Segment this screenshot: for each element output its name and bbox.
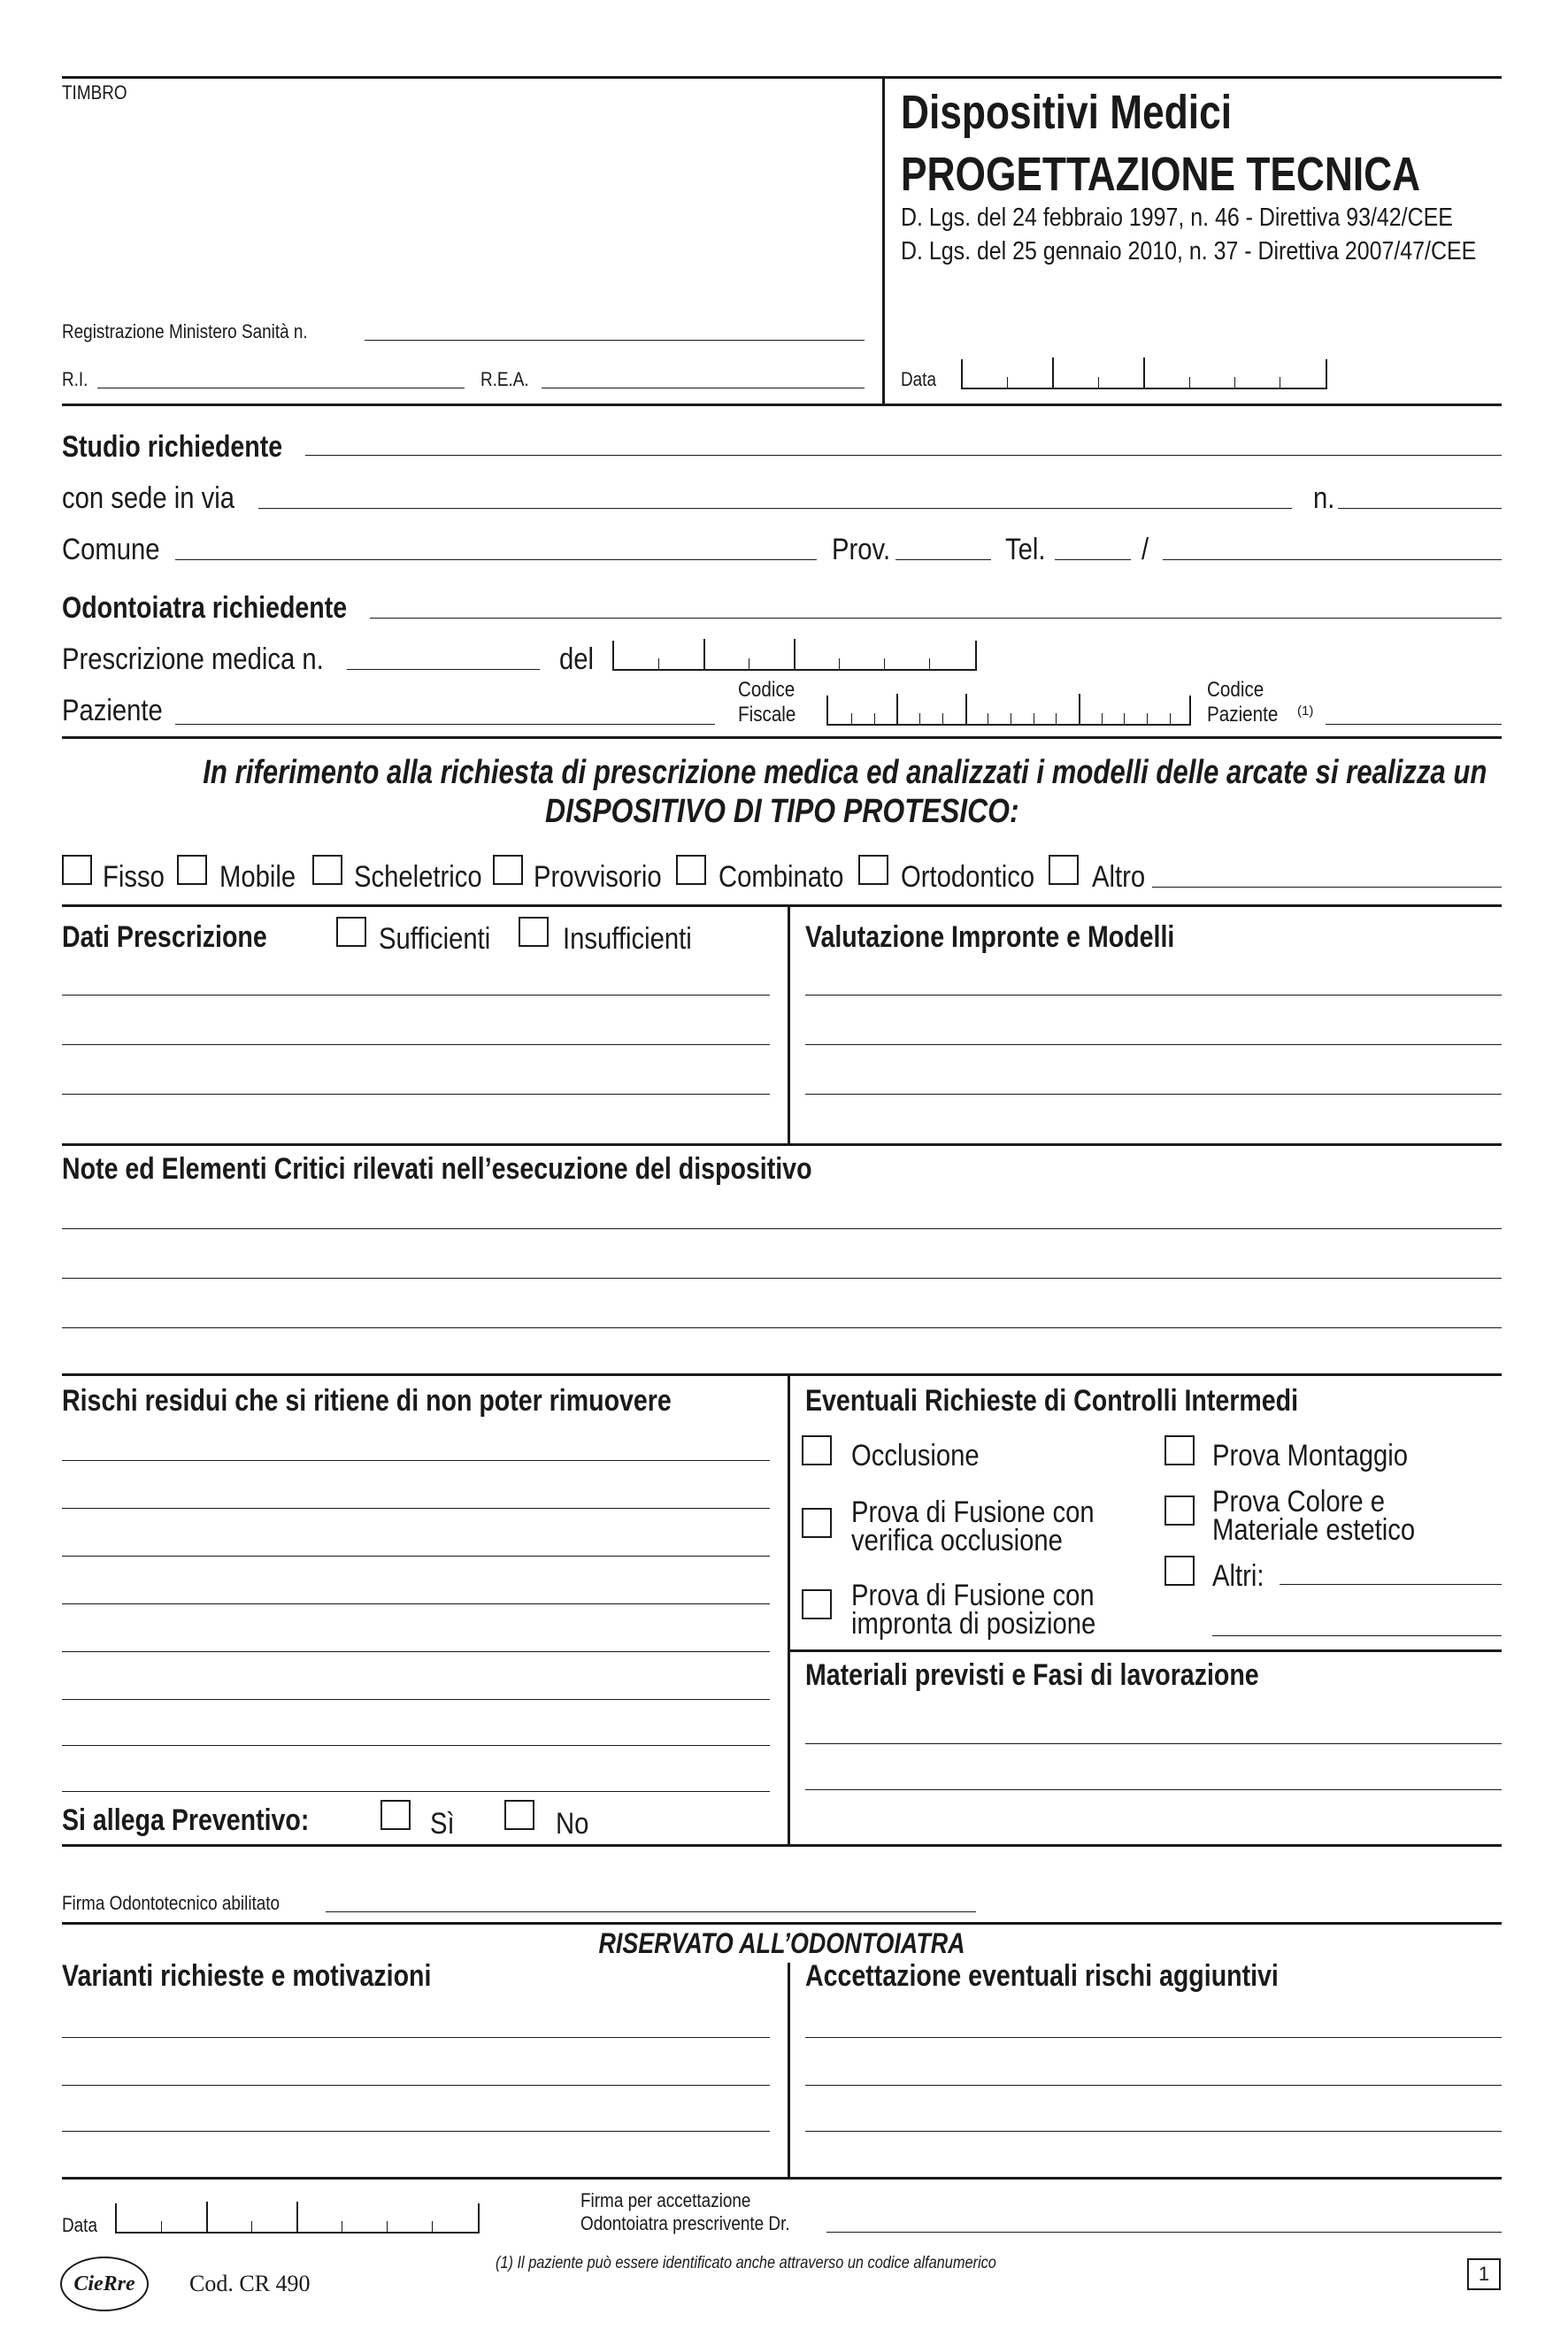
- timbro-label: TIMBRO: [62, 81, 127, 104]
- checkbox-preventivo-si[interactable]: [380, 1800, 411, 1830]
- option-fisso: Fisso: [103, 860, 165, 894]
- varianti-bottom-rule: [62, 2177, 1502, 2180]
- intro-block: [62, 754, 1502, 793]
- codice-fiscale-label-1: Codice: [738, 678, 796, 702]
- preventivo-label: Si allega Preventivo:: [62, 1803, 310, 1837]
- checkbox-sufficienti[interactable]: [336, 917, 366, 947]
- con-sede-label: con sede in via: [62, 481, 235, 515]
- checkbox-fusione-verifica[interactable]: [802, 1508, 832, 1538]
- option-ortodontico: Ortodontico: [901, 860, 1035, 894]
- codice-paziente-label-2: Paziente: [1207, 703, 1279, 727]
- prova-colore-label-1: Prova Colore e: [1212, 1485, 1386, 1518]
- valutazione-line[interactable]: [805, 1044, 1502, 1045]
- rischi-line[interactable]: [62, 1651, 770, 1652]
- via-field[interactable]: [258, 508, 1292, 509]
- header-bottom-rule: [62, 404, 1502, 406]
- rischi-line[interactable]: [62, 1791, 770, 1792]
- studio-richiedente-label: Studio richiedente: [62, 430, 283, 464]
- note-bottom-rule: [62, 1373, 1502, 1376]
- firma-accettazione-label-2: Odontoiatra prescrivente Dr.: [580, 2212, 790, 2234]
- rischi-line[interactable]: [62, 1745, 770, 1746]
- accettazione-line[interactable]: [805, 2085, 1502, 2086]
- rischi-line[interactable]: [62, 1556, 770, 1557]
- rischi-line[interactable]: [62, 1460, 770, 1461]
- varianti-divider: [788, 1963, 790, 2179]
- prov-field[interactable]: [895, 559, 991, 560]
- checkbox-insufficienti[interactable]: [519, 917, 549, 947]
- note-line[interactable]: [62, 1228, 1502, 1229]
- occlusione-label: Occlusione: [851, 1439, 980, 1472]
- riservato-block: [62, 1927, 1502, 1960]
- insufficienti-label: Insufficienti: [563, 922, 692, 956]
- checkbox-combinato[interactable]: [676, 855, 706, 885]
- option-scheletrico: Scheletrico: [354, 860, 482, 894]
- checkbox-ortodontico[interactable]: [858, 855, 888, 885]
- firma-accettazione-field[interactable]: [826, 2232, 1502, 2233]
- checkbox-fusione-impronta[interactable]: [802, 1589, 832, 1619]
- firma-accettazione-label-1: Firma per accettazione: [580, 2189, 751, 2211]
- firma-odontotecnico-label: Firma Odontotecnico abilitato: [62, 1892, 281, 1914]
- registrazione-field[interactable]: [365, 340, 865, 341]
- paziente-field[interactable]: [175, 724, 715, 725]
- preventivo-si-label: Sì: [430, 1807, 455, 1841]
- page-number-text: 1: [1478, 2263, 1490, 2285]
- doc-title-2: PROGETTAZIONE TECNICA: [901, 148, 1421, 201]
- codice-paziente-field[interactable]: [1326, 724, 1502, 725]
- doc-title-1: Dispositivi Medici: [901, 86, 1233, 139]
- tel-number-field[interactable]: [1163, 559, 1502, 560]
- law-ref-2: D. Lgs. del 25 gennaio 2010, n. 37 - Direttiva 2007/47/CEE: [901, 237, 1477, 265]
- accettazione-label: Accettazione eventuali rischi aggiuntivi: [805, 1959, 1279, 1993]
- checkbox-altro[interactable]: [1049, 855, 1079, 885]
- del-label: del: [559, 642, 595, 676]
- sufficienti-label: Sufficienti: [379, 922, 491, 956]
- checkbox-prova-montaggio[interactable]: [1164, 1435, 1195, 1465]
- valutazione-line[interactable]: [805, 1094, 1502, 1095]
- logo-text: CieRre: [73, 2272, 135, 2295]
- data-label-footer: Data: [62, 2214, 97, 2236]
- date-field-header[interactable]: [961, 359, 1327, 389]
- dati-line[interactable]: [62, 1044, 770, 1045]
- dati-line[interactable]: [62, 1094, 770, 1095]
- tel-slash: /: [1141, 533, 1149, 566]
- controlli-label: Eventuali Richieste di Controlli Intermedi: [805, 1384, 1299, 1418]
- altri-field[interactable]: [1280, 1584, 1502, 1585]
- valutazione-line[interactable]: [805, 995, 1502, 996]
- option-altro: Altro: [1092, 860, 1146, 894]
- dati-divider: [788, 904, 790, 1143]
- registrazione-label: Registrazione Ministero Sanità n.: [62, 320, 308, 342]
- fusione-impronta-label-1: Prova di Fusione con: [851, 1579, 1095, 1612]
- footnote: (1) Il paziente può essere identificato anche attraverso un codice alfanumerico: [496, 2254, 996, 2272]
- note-critici-label: Note ed Elementi Critici rilevati nell’esecuzione del dispositivo: [62, 1152, 812, 1186]
- option-mobile: Mobile: [219, 860, 296, 894]
- comune-label: Comune: [62, 533, 160, 566]
- rea-label: R.E.A.: [480, 368, 529, 390]
- rischi-line[interactable]: [62, 1699, 770, 1700]
- checkbox-scheletrico[interactable]: [312, 855, 342, 885]
- riservato-top-rule: [62, 1922, 1502, 1925]
- comune-field[interactable]: [175, 559, 817, 560]
- date-field-footer[interactable]: [115, 2203, 480, 2234]
- rischi-line[interactable]: [62, 1508, 770, 1509]
- top-rule: [62, 76, 1502, 79]
- checkbox-occlusione[interactable]: [802, 1435, 832, 1465]
- studio-bottom-rule: [62, 736, 1502, 739]
- prova-colore-label-2: Materiale estetico: [1212, 1513, 1416, 1547]
- tel-label: Tel.: [1005, 533, 1046, 566]
- paziente-label: Paziente: [62, 694, 163, 727]
- valutazione-label: Valutazione Impronte e Modelli: [805, 920, 1175, 954]
- note-line[interactable]: [62, 1327, 1502, 1328]
- rischi-divider: [788, 1373, 790, 1844]
- checkbox-prova-colore[interactable]: [1164, 1495, 1195, 1526]
- intro-line-1: In riferimento alla richiesta di prescrizione medica ed analizzati i modelli delle arcate si realizza un: [203, 754, 1487, 791]
- header-divider: [882, 76, 885, 404]
- firma-odontotecnico-field[interactable]: [326, 1911, 976, 1912]
- page-number: [1467, 2258, 1501, 2290]
- option-provvisorio: Provvisorio: [534, 860, 662, 894]
- date-field-prescrizione[interactable]: [612, 641, 977, 671]
- codice-fiscale-field[interactable]: [826, 696, 1191, 726]
- fusione-impronta-label-2: impronta di posizione: [851, 1607, 1096, 1641]
- prov-label: Prov.: [832, 533, 891, 566]
- checkbox-provvisorio[interactable]: [493, 855, 523, 885]
- form-code: Cod. CR 490: [189, 2271, 311, 2296]
- materiali-label: Materiali previsti e Fasi di lavorazione: [805, 1658, 1259, 1692]
- law-ref-1: D. Lgs. del 24 febbraio 1997, n. 46 - Direttiva 93/42/CEE: [901, 204, 1453, 232]
- prova-montaggio-label: Prova Montaggio: [1212, 1439, 1409, 1472]
- altri-field-2[interactable]: [1212, 1635, 1502, 1636]
- fusione-verifica-label-1: Prova di Fusione con: [851, 1495, 1095, 1529]
- rischi-bottom-rule: [62, 1844, 1502, 1847]
- rischi-residui-label: Rischi residui che si ritiene di non poter rimuovere: [62, 1384, 672, 1418]
- option-combinato: Combinato: [719, 860, 844, 894]
- varianti-line[interactable]: [62, 2131, 770, 2132]
- varianti-label: Varianti richieste e motivazioni: [62, 1959, 432, 1993]
- note-ref-marker: (1): [1297, 704, 1314, 719]
- prescrizione-label: Prescrizione medica n.: [62, 642, 324, 676]
- checkbox-fisso[interactable]: [62, 855, 92, 885]
- dati-bottom-rule: [62, 1143, 1502, 1146]
- intro-block-2: [62, 793, 1502, 832]
- odontoiatra-field[interactable]: [370, 618, 1502, 619]
- prescrizione-field[interactable]: [347, 669, 540, 670]
- fusione-verifica-label-2: verifica occlusione: [851, 1524, 1063, 1557]
- studio-richiedente-field[interactable]: [305, 455, 1502, 456]
- tel-prefix-field[interactable]: [1055, 559, 1131, 560]
- accettazione-line[interactable]: [805, 2131, 1502, 2132]
- intro-line-2: DISPOSITIVO DI TIPO PROTESICO:: [544, 793, 1019, 830]
- checkbox-preventivo-no[interactable]: [504, 1800, 534, 1830]
- numero-field[interactable]: [1338, 508, 1502, 509]
- cierre-logo: [60, 2257, 149, 2311]
- odontoiatra-label: Odontoiatra richiedente: [62, 591, 348, 625]
- numero-label: n.: [1313, 481, 1335, 515]
- varianti-line[interactable]: [62, 2085, 770, 2086]
- accettazione-line[interactable]: [805, 2037, 1502, 2038]
- controlli-bottom-rule: [788, 1649, 1502, 1652]
- ri-label: R.I.: [62, 368, 88, 390]
- data-label-header: Data: [901, 368, 936, 390]
- materiali-line[interactable]: [805, 1743, 1502, 1744]
- altro-field[interactable]: [1152, 887, 1502, 888]
- checkbox-altri[interactable]: [1164, 1556, 1195, 1586]
- dati-line[interactable]: [62, 995, 770, 996]
- dati-prescrizione-label: Dati Prescrizione: [62, 920, 267, 954]
- codice-fiscale-label-2: Fiscale: [738, 703, 796, 727]
- rischi-line[interactable]: [62, 1603, 770, 1604]
- note-line[interactable]: [62, 1278, 1502, 1279]
- codice-paziente-label-1: Codice: [1207, 678, 1264, 702]
- altri-label: Altri:: [1212, 1559, 1264, 1593]
- preventivo-no-label: No: [556, 1807, 589, 1841]
- checkbox-mobile[interactable]: [177, 855, 207, 885]
- riservato-label: RISERVATO ALL’ODONTOIATRA: [598, 1927, 965, 1959]
- varianti-line[interactable]: [62, 2037, 770, 2038]
- materiali-line[interactable]: [805, 1789, 1502, 1790]
- tipo-bottom-rule: [62, 904, 1502, 907]
